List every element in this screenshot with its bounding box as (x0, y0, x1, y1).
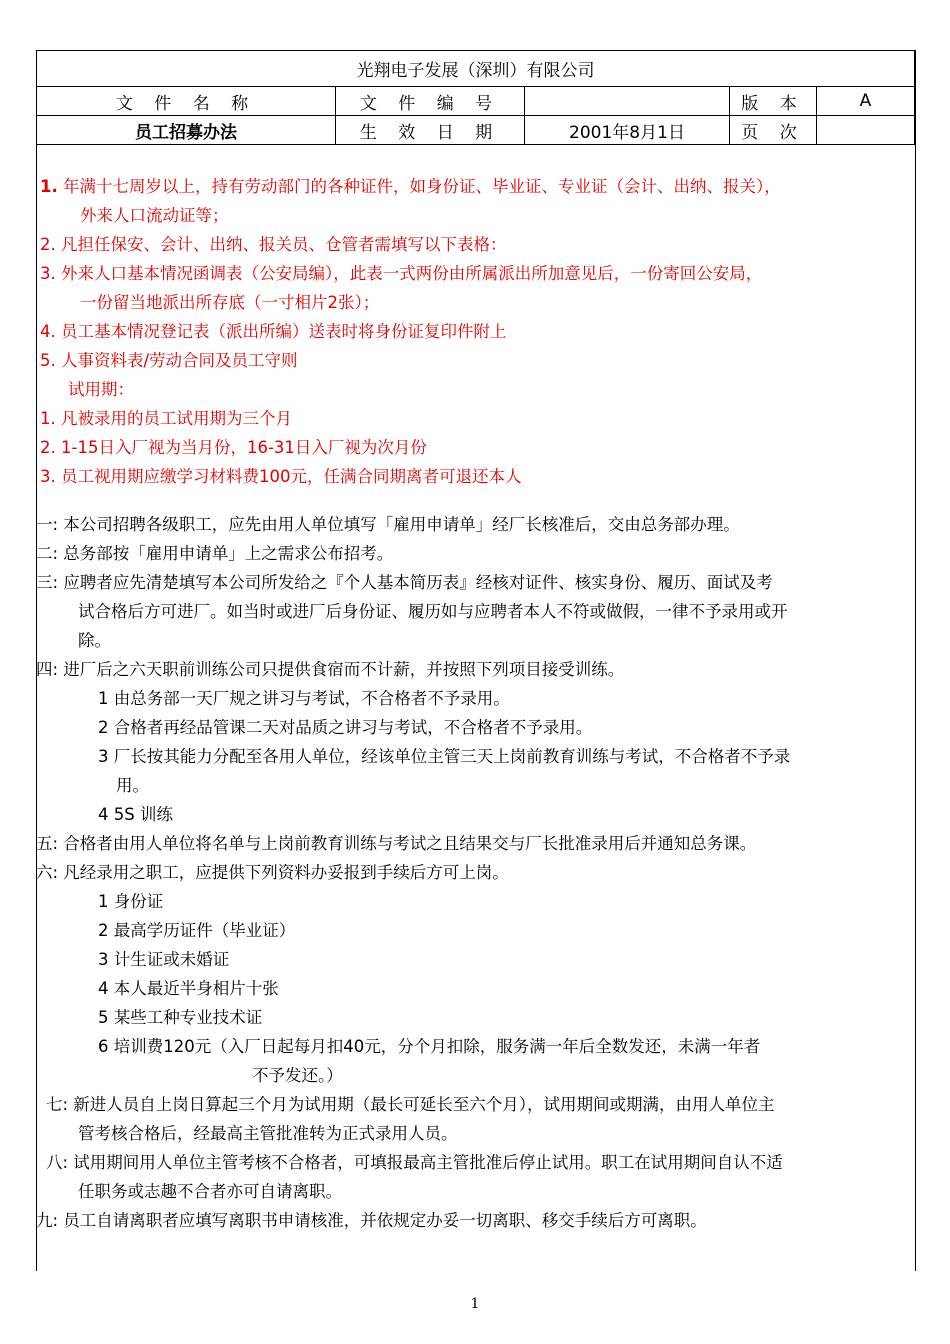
clause-8: 八: 试用期间用人单位主管考核不合格者，可填报最高主管批准后停止试用。职工在试用期间自认不适 (46, 1153, 783, 1172)
red-item-1 (40, 173, 781, 197)
clause-8-cont: 任职务或志趣不合者亦可自请离职。 (78, 1182, 342, 1201)
item-text: 员工视用期应缴学习材料费100元，任满合同期离者可退还本人 (61, 467, 522, 486)
item-text: 凡担任保安、会计、出纳、报关员、仓管者需填写以下表格： (61, 235, 507, 254)
red-item-2 (40, 231, 507, 255)
clause-4-sub-2: 2 合格者再经品管课二天对品质之讲习与考试，不合格者不予录用。 (98, 718, 593, 737)
item-number: 3. (40, 264, 56, 283)
probation-heading (68, 376, 134, 400)
clause-5: 五: 合格者由用人单位将名单与上岗前教育训练与考试之且结果交与厂长批准录用后并通知总务课。 (36, 834, 757, 853)
clause-4-sub-3-cont: 用。 (116, 776, 149, 795)
item-text: 年满十七周岁以上，持有劳动部门的各种证件，如身份证、毕业证、专业证（会计、出纳、报关）， (63, 177, 781, 196)
clause-3: 三: 应聘者应先清楚填写本公司所发给之『个人基本简历表』经核对证件、核实身份、履历、面试及考 (36, 573, 773, 592)
red-item-3 (40, 260, 762, 284)
red-item-3-cont (80, 289, 379, 313)
version-value: A (817, 87, 915, 116)
red-item-5 (40, 347, 298, 371)
clause-7: 七: 新进人员自上岗日算起三个月为试用期（最长可延长至六个月），试用期间或期满，由用人单位主 (46, 1095, 775, 1114)
item-number: 1. (40, 177, 58, 196)
clause-6-sub-1: 1 身份证 (98, 892, 164, 911)
clause-1: 一: 本公司招聘各级职工，应先由用人单位填写「雇用申请单」经厂长核准后，交由总务部办理。 (36, 515, 740, 534)
company-name: 光翔电子发展（深圳）有限公司 (37, 51, 915, 87)
effective-date-value: 2001年8月1日 (525, 116, 730, 145)
label-doc-no: 文 件 编 号 (336, 87, 525, 116)
red-item-1-cont (80, 202, 229, 226)
clause-4: 四: 进厂后之六天职前训练公司只提供食宿而不计薪，并按照下列项目接受训练。 (36, 660, 625, 679)
doc-no-value (525, 87, 730, 116)
page-value (817, 116, 915, 145)
page-number: 1 (470, 1296, 480, 1312)
item-text: 员工基本情况登记表（派出所编）送表时将身份证复印件附上 (61, 322, 507, 341)
item-text: 一份留当地派出所存底（一寸相片2张）； (80, 293, 380, 312)
item-text: 试用期： (68, 380, 134, 399)
clause-6-sub-3: 3 计生证或未婚证 (98, 950, 230, 969)
clause-4-sub-3: 3 厂长按其能力分配至各用人单位，经该单位主管三天上岗前教育训练与考试，不合格者不予录 (98, 747, 791, 766)
item-text: 人事资料表/劳动合同及员工守则 (61, 351, 298, 370)
item-text: 外来人口流动证等； (80, 206, 229, 225)
clause-6-sub-2: 2 最高学历证件（毕业证） (98, 921, 296, 940)
label-version: 版 本 (730, 87, 817, 116)
clause-6-sub-5: 5 某些工种专业技术证 (98, 1008, 263, 1027)
item-number: 2. (40, 438, 56, 457)
probation-item-3 (40, 463, 522, 487)
clause-6: 六: 凡经录用之职工，应提供下列资料办妥报到手续后方可上岗。 (36, 863, 509, 882)
clause-3-cont: 试合格后方可进厂。如当时或进厂后身份证、履历如与应聘者本人不符或做假，一律不予录用或开 (78, 602, 788, 621)
clause-6-sub-6-cont: 不予发还。） (252, 1066, 343, 1085)
item-number: 5. (40, 351, 56, 370)
probation-item-1 (40, 405, 292, 429)
label-effective-date: 生 效 日 期 (336, 116, 525, 145)
item-number: 4. (40, 322, 56, 341)
item-text: 1-15日入厂视为当月份，16-31日入厂视为次月份 (61, 438, 427, 457)
red-item-4 (40, 318, 507, 342)
probation-item-2 (40, 434, 427, 458)
clause-3-cont: 除。 (78, 631, 111, 650)
clause-2: 二: 总务部按「雇用申请单」上之需求公布招考。 (36, 544, 394, 563)
doc-name-value: 员工招募办法 (37, 116, 336, 145)
clause-6-sub-6: 6 培训费120元（入厂日起每月扣40元，分个月扣除，服务满一年后全数发还，未满一年者 (98, 1037, 761, 1056)
label-page: 页 次 (730, 116, 817, 145)
item-number: 2. (40, 235, 56, 254)
clause-6-sub-4: 4 本人最近半身相片十张 (98, 979, 279, 998)
header-table (36, 50, 915, 145)
clause-9: 九: 员工自请离职者应填写离职书申请核准，并依规定办妥一切离职、移交手续后方可离职。 (36, 1211, 707, 1230)
item-number: 3. (40, 467, 56, 486)
item-text: 凡被录用的员工试用期为三个月 (61, 409, 292, 428)
item-number: 1. (40, 409, 56, 428)
item-text: 外来人口基本情况函调表（公安局编），此表一式两份由所属派出所加意见后，一份寄回公安局， (61, 264, 763, 283)
clause-4-sub-4: 4 5S 训练 (98, 805, 173, 824)
clause-7-cont: 管考核合格后，经最高主管批准转为正式录用人员。 (78, 1124, 458, 1143)
label-doc-name: 文 件 名 称 (37, 87, 336, 116)
clause-4-sub-1: 1 由总务部一天厂规之讲习与考试，不合格者不予录用。 (98, 689, 510, 708)
